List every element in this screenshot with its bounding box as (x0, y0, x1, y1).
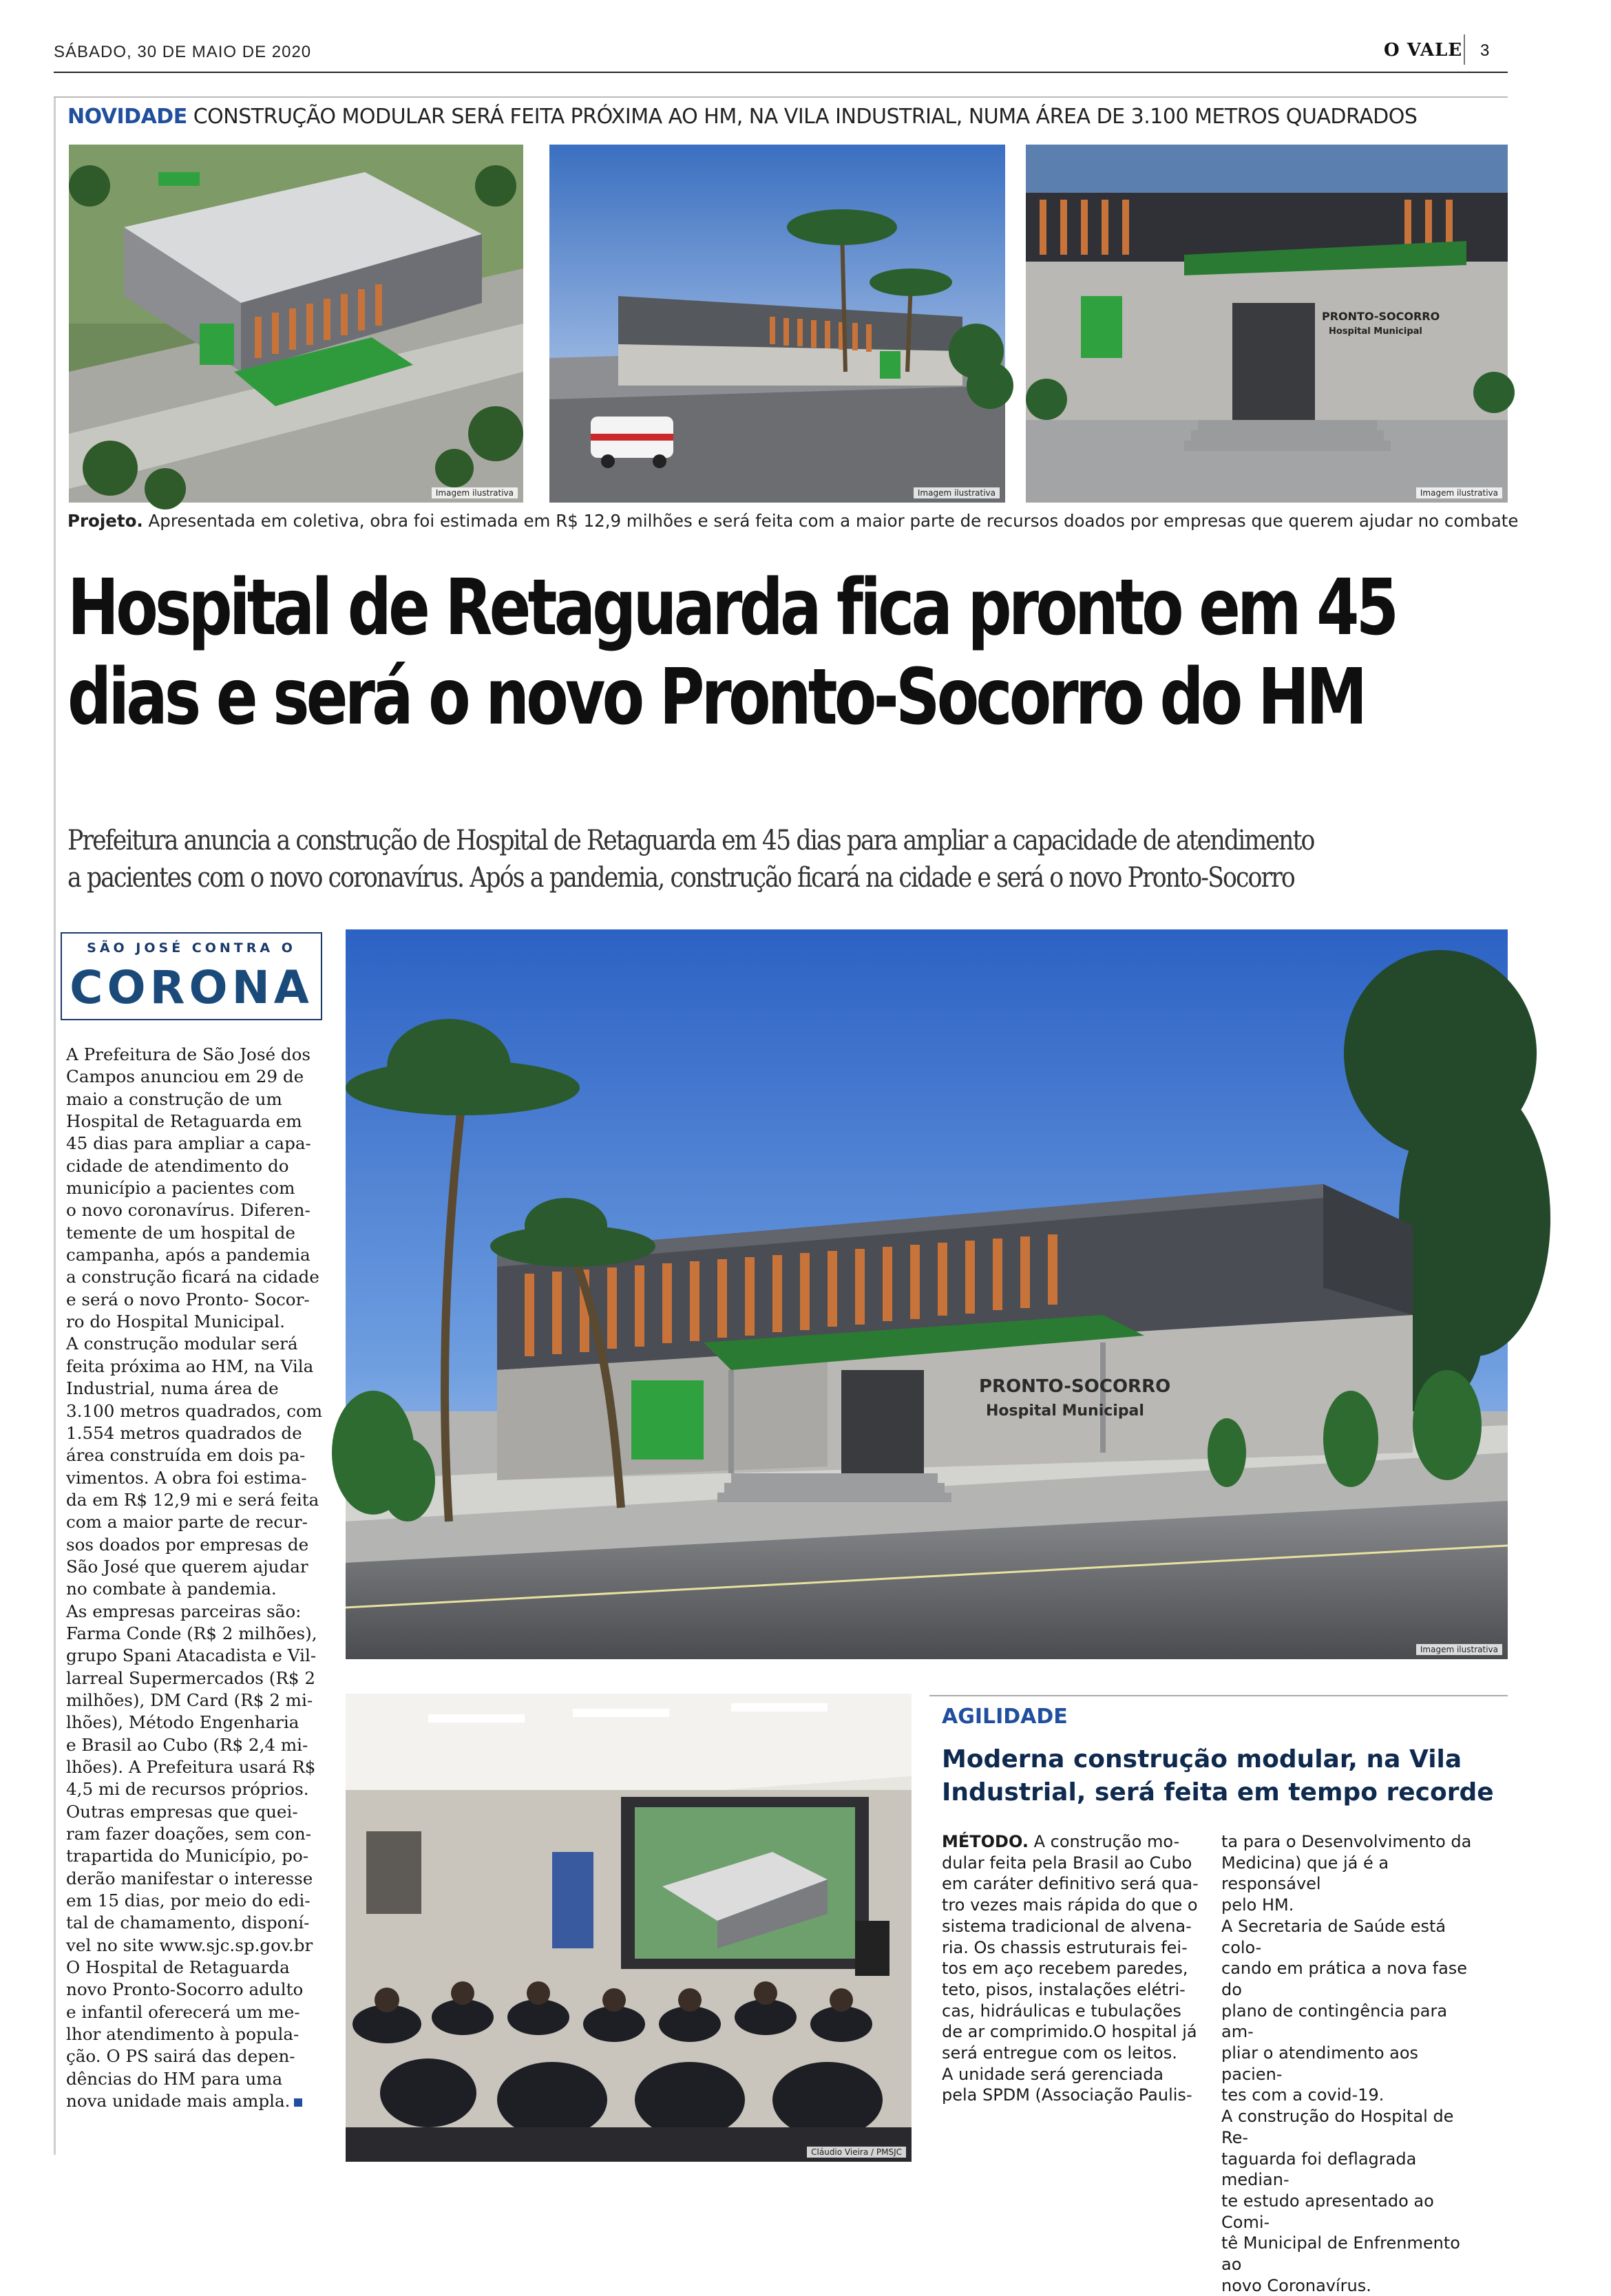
section-logo-top: SÃO JOSÉ CONTRA O (87, 940, 296, 956)
kicker-label: NOVIDADE (67, 105, 187, 129)
photo-aerial-render (69, 145, 523, 503)
entrance-sign-text: PRONTO-SOCORRO (1322, 310, 1440, 323)
kicker-rule (54, 96, 1508, 98)
body-paragraph: Outras empresas que quei- ram fazer doações, sem con- trapartida do Município, po- derão manifestar o interesse em 15 dias, por meio do edi- tal de chamamento, disponí- vel no site www.sjc.sp.gov.br (66, 1801, 313, 1955)
deck-line-1: Prefeitura anuncia a construção de Hospital de Retaguarda em 45 dias para ampliar a capacidade de atendimento (67, 825, 1314, 856)
header-rule (54, 72, 1508, 73)
section-logo (61, 932, 322, 1020)
photo-credit: Imagem ilustrativa (1416, 1644, 1502, 1655)
body-paragraph: A construção modular será feita próxima ao HM, na Vila Industrial, numa área de 3.100 metros quadrados, com 1.554 metros quadrados de área construída em dois pa- vimentos. A obra foi estima- da em R$ 12,9 mi e será feita com a maior parte de recur- sos doados por empresas de São José que querem ajudar no combate à pandemia. (66, 1334, 323, 1599)
sidebar-column-1-label: MÉTODO. (942, 1832, 1029, 1851)
end-mark (294, 2098, 302, 2107)
sidebar-column-1-text: A construção mo- dular feita pela Brasil ao Cubo em caráter definitivo será qua- tro vezes mais rápida do que o sistema tradicional de alvena- ria. Os chassis estruturais fei- tos em aço recebem paredes, teto, pisos, instalações elétri- cas, hidráulicas e tubulações de ar comprimido.O hospital já será entregue com os leitos. A unidade será gerenciada pela SPDM (Associação Paulis- (942, 1832, 1199, 2105)
sidebar-rule (929, 1695, 1508, 1696)
newspaper-logo: O VALE (1384, 40, 1463, 61)
photo-caption (67, 511, 1519, 531)
kicker-text: CONSTRUÇÃO MODULAR SERÁ FEITA PRÓXIMA AO HM, NA VILA INDUSTRIAL, NUMA ÁREA DE 3.100 METROS QUADRADOS (187, 105, 1418, 129)
body-paragraph: O Hospital de Retaguarda novo Pronto-Socorro adulto e infantil oferecerá um me- lhor atendimento à popula- ção. O PS sairá das depen- dências do HM para uma nova unidade mais ampla. (66, 1957, 304, 2111)
presentation-event-illustration (346, 1694, 912, 2162)
entrance-render-illustration (1026, 145, 1508, 503)
photo-main-render (346, 929, 1508, 1659)
main-render-illustration (346, 929, 1508, 1659)
photo-street-render (549, 145, 1005, 503)
entrance-sign-subtext: Hospital Municipal (1329, 326, 1422, 337)
sidebar-kicker: AGILIDADE (942, 1705, 1068, 1729)
building-sign-text: PRONTO-SOCORRO (979, 1376, 1171, 1397)
headline (67, 563, 1396, 742)
header-separator (1464, 34, 1465, 65)
section-logo-main: CORONA (70, 961, 313, 1014)
article-body (66, 1044, 328, 2113)
edition-date: SÁBADO, 30 DE MAIO DE 2020 (54, 43, 312, 61)
deck-line-2: a pacientes com o novo coronavírus. Após a pandemia, construção ficará na cidade e será o novo Pronto-Socorro (67, 862, 1294, 894)
building-sign-subtext: Hospital Municipal (986, 1402, 1144, 1420)
body-paragraph: As empresas parceiras são: Farma Conde (R$ 2 milhões), grupo Spani Atacadista e Vil- larreal Supermercados (R$ 2 milhões), DM Card (R$ 2 mi- lhões), Método Engenharia e Brasil ao Cubo (R$ 2,4 mi- lhões). A Prefeitura usará R$ 4,5 mi de recursos próprios. (66, 1601, 317, 1800)
left-column-rule (54, 96, 56, 2155)
sidebar-column-1 (942, 1831, 1205, 2106)
headline-line-2: dias e será o novo Pronto-Socorro do HM (67, 653, 1365, 742)
photo-credit: Imagem ilustrativa (1416, 487, 1502, 498)
photo-credit: Imagem ilustrativa (432, 487, 518, 498)
sidebar-title: Moderna construção modular, na Vila Industrial, será feita em tempo recorde (942, 1745, 1494, 1807)
deck (67, 822, 1502, 896)
page-number: 3 (1480, 41, 1490, 60)
aerial-render-illustration (69, 145, 523, 503)
street-render-illustration (549, 145, 1005, 503)
caption-label: Projeto. (67, 511, 143, 531)
sidebar-column-2: ta para o Desenvolvimento da Medicina) que já é a responsável pelo HM. A Secretaria de Saúde está colo- cando em prática a nova fase do plano de contingência para am- pliar o atendimento aos pacien- tes com a covid-19. A construção do Hospital de Re- taguarda foi deflagrada median- te estudo apresentado ao Comi- tê Municipal de Enfrenmento ao novo Coronavírus. (1221, 1832, 1472, 2295)
photo-credit: Imagem ilustrativa (914, 487, 1000, 498)
caption-text: Apresentada em coletiva, obra foi estimada em R$ 12,9 milhões e será feita com a maior parte de recursos doados por empresas que querem ajudar no combate (143, 511, 1519, 531)
green-panel (631, 1380, 704, 1460)
photo-kicker (67, 105, 1417, 129)
photo-presentation-event (346, 1694, 912, 2162)
headline-line-1: Hospital de Retaguarda fica pronto em 45 (67, 563, 1396, 653)
photo-credit: Cláudio Vieira / PMSJC (807, 2147, 906, 2158)
photo-entrance-render (1026, 145, 1508, 503)
body-paragraph: A Prefeitura de São José dos Campos anunciou em 29 de maio a construção de um Hospital de Retaguarda em 45 dias para ampliar a capa- cidade de atendimento do município a pacientes com o novo coronavírus. Diferen- temente de um hospital de campanha, após a pandemia a construção ficará na cidade e será o novo Pronto- Socor- ro do Hospital Municipal. (66, 1044, 319, 1332)
